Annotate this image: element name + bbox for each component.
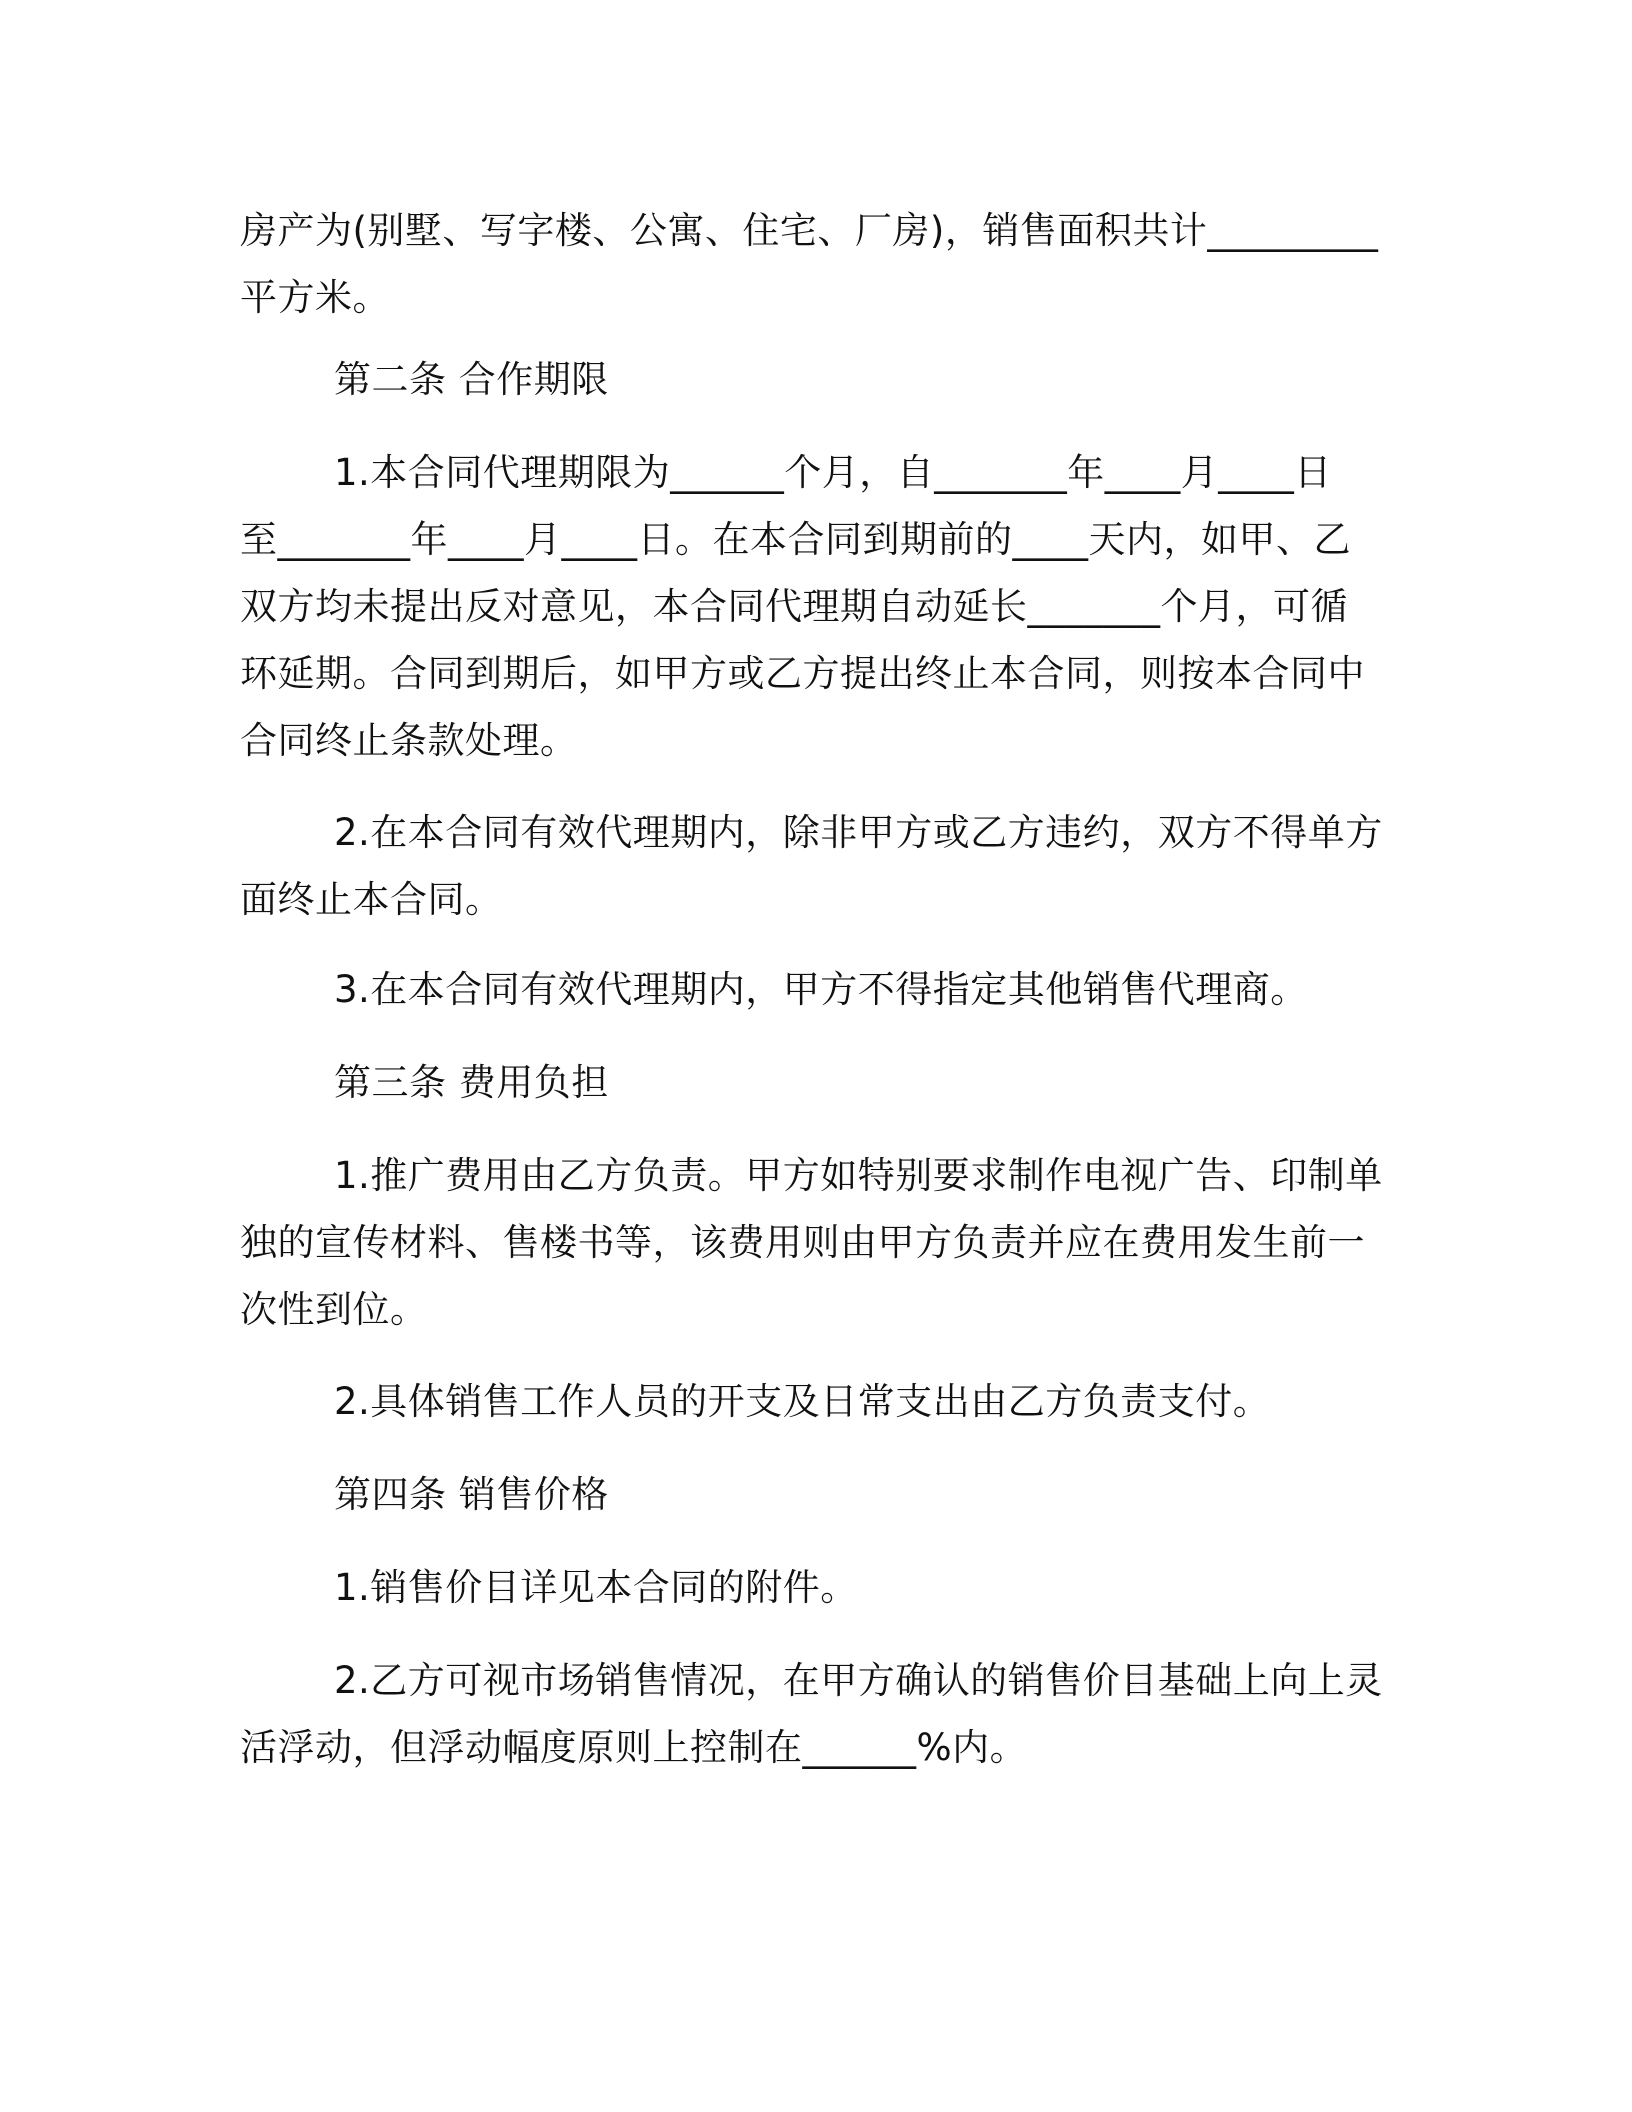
paragraph-property-type xyxy=(240,197,1400,331)
text-line: 1.销售价目详见本合同的附件。 xyxy=(334,1566,858,1609)
text-line: 独的宣传材料、售楼书等，该费用则由甲方负责并应在费用发生前一 xyxy=(240,1221,1365,1264)
paragraph-price-2 xyxy=(240,1647,1400,1781)
paragraph-cost-2 xyxy=(240,1368,1400,1435)
paragraph-term-1 xyxy=(240,439,1400,774)
text-line: 平方米。 xyxy=(240,276,390,319)
text-line: 1.推广费用由乙方负责。甲方如特别要求制作电视广告、印制单 xyxy=(334,1154,1383,1197)
text-line: 合同终止条款处理。 xyxy=(240,719,578,762)
paragraph-term-3 xyxy=(240,956,1400,1023)
text-line: 2.乙方可视市场销售情况，在甲方确认的销售价目基础上向上灵 xyxy=(334,1659,1383,1702)
section-heading-article-3 xyxy=(240,1049,1400,1116)
paragraph-price-1 xyxy=(240,1554,1400,1621)
section-heading-article-4 xyxy=(240,1461,1400,1528)
paragraph-term-2 xyxy=(240,799,1400,933)
section-heading: 第二条 合作期限 xyxy=(334,358,609,401)
text-line: 环延期。合同到期后，如甲方或乙方提出终止本合同，则按本合同中 xyxy=(240,652,1365,695)
text-line: 至_______年____月____日。在本合同到期前的____天内，如甲、乙 xyxy=(240,518,1351,561)
text-line: 双方均未提出反对意见，本合同代理期自动延长_______个月，可循 xyxy=(240,585,1348,628)
text-line: 活浮动，但浮动幅度原则上控制在______%内。 xyxy=(240,1726,1028,1769)
paragraph-cost-1 xyxy=(240,1142,1400,1343)
text-line: 次性到位。 xyxy=(240,1288,428,1331)
text-line: 面终止本合同。 xyxy=(240,878,503,921)
text-line: 3.在本合同有效代理期内，甲方不得指定其他销售代理商。 xyxy=(334,968,1308,1011)
section-heading-article-2 xyxy=(240,346,1400,413)
text-line: 房产为(别墅、写字楼、公寓、住宅、厂房)，销售面积共计_________ xyxy=(240,209,1379,252)
section-heading: 第三条 费用负担 xyxy=(334,1061,609,1104)
text-line: 1.本合同代理期限为______个月，自_______年____月____日 xyxy=(334,451,1332,494)
section-heading: 第四条 销售价格 xyxy=(334,1473,609,1516)
text-line: 2.具体销售工作人员的开支及日常支出由乙方负责支付。 xyxy=(334,1380,1271,1423)
text-line: 2.在本合同有效代理期内，除非甲方或乙方违约，双方不得单方 xyxy=(334,811,1383,854)
